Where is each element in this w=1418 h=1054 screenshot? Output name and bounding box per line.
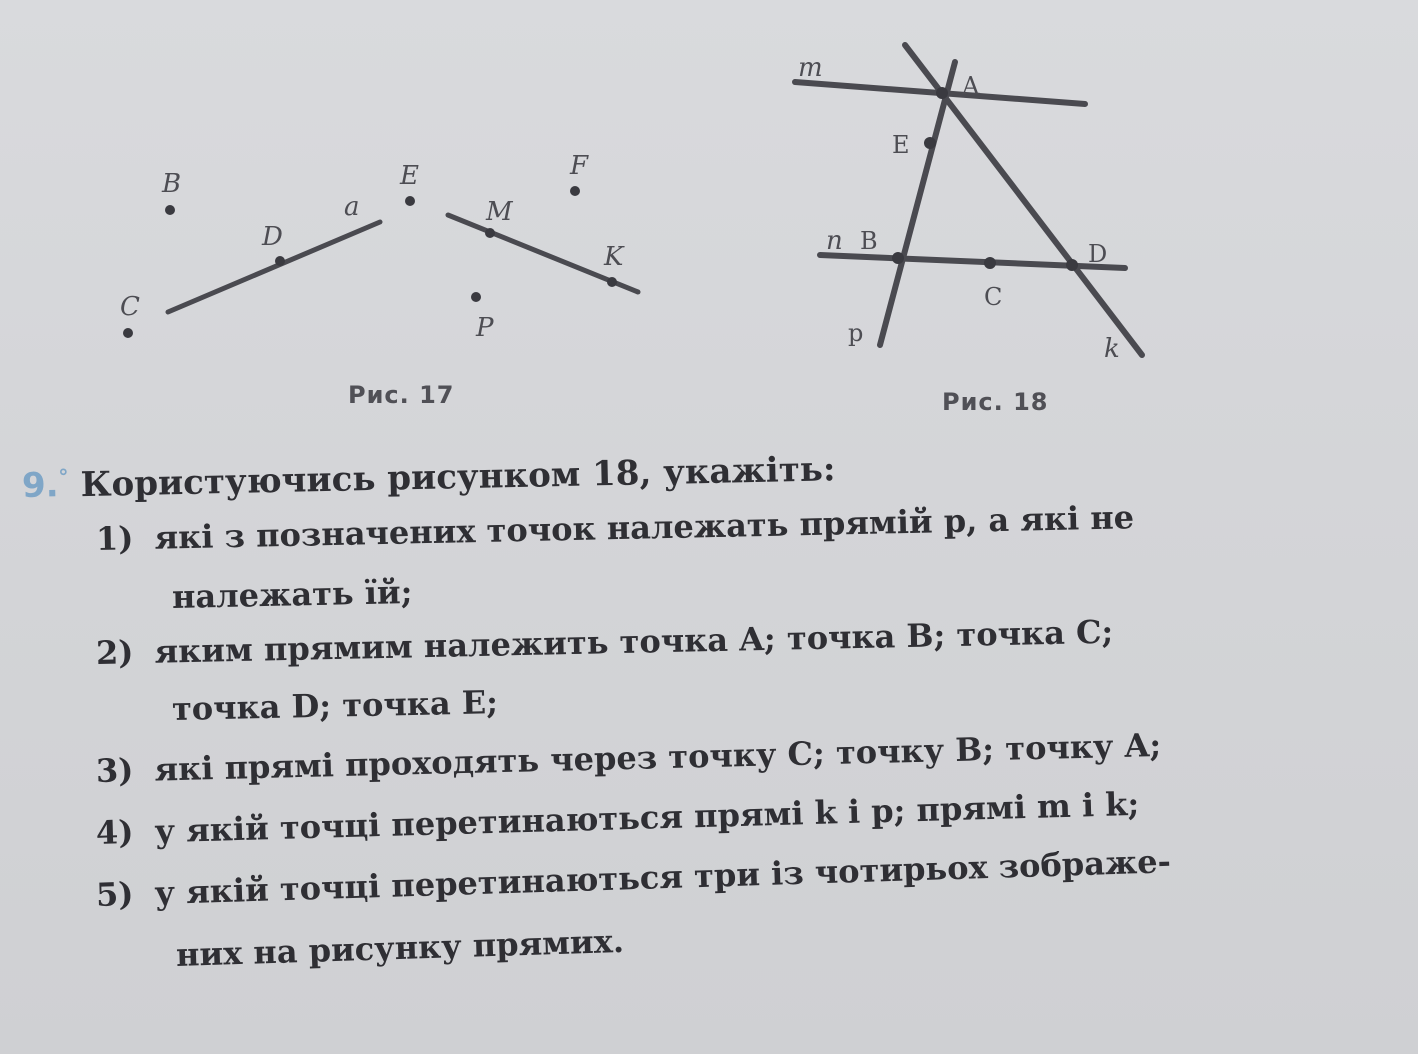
label-B: B <box>860 227 878 255</box>
item-text: які з позначених точок належать прямій p, а які не <box>154 498 1135 557</box>
label-A: A <box>962 72 980 100</box>
label-k: k <box>1104 334 1120 364</box>
exercise-heading <box>22 449 836 506</box>
item-2 <box>96 613 1114 672</box>
item-5-continuation <box>175 922 624 974</box>
label-n: n <box>826 226 843 256</box>
item-1-continuation <box>172 573 413 616</box>
label-P: P <box>476 313 494 343</box>
label-E: E <box>400 161 419 191</box>
item-1 <box>96 498 1135 558</box>
item-2-continuation <box>172 683 499 728</box>
item-3 <box>96 726 1162 790</box>
item-text: точка D; точка E; <box>171 683 499 728</box>
item-text: них на рисунку прямих. <box>175 921 625 974</box>
item-number: 3) <box>95 751 134 790</box>
label-a: a <box>344 192 360 222</box>
label-C: C <box>984 283 1003 311</box>
caption-fig17: Рис. 17 <box>348 381 455 409</box>
item-number: 4) <box>95 812 134 852</box>
item-text: які прямі проходять через точку C; точку B; точку A; <box>154 725 1162 789</box>
item-text: у якій точці перетинаються три із чотирьох зображе- <box>153 842 1172 913</box>
label-D: D <box>262 222 283 252</box>
item-text: у якій точці перетинаються прямі k і p; прямі m і k; <box>153 784 1140 851</box>
item-text: належать їй; <box>171 572 413 616</box>
item-4 <box>95 785 1139 852</box>
caption-fig18: Рис. 18 <box>942 388 1049 416</box>
label-B: B <box>162 169 182 199</box>
item-number: 2) <box>95 633 134 672</box>
exercise-number: 9.° <box>21 465 69 507</box>
label-D: D <box>1088 240 1108 268</box>
label-p: p <box>848 319 864 347</box>
item-text: яким прямим належить точка A; точка B; точка C; <box>154 612 1114 671</box>
label-K: K <box>604 242 624 272</box>
label-F: F <box>570 151 589 181</box>
item-number: 1) <box>95 519 134 558</box>
exercise-intro: Користуючись рисунком 18, укажіть: <box>80 449 836 506</box>
label-M: M <box>486 197 513 227</box>
label-C: C <box>120 292 140 322</box>
item-5 <box>95 842 1171 914</box>
label-E: E <box>892 131 910 159</box>
label-m: m <box>798 53 823 83</box>
item-number: 5) <box>95 874 134 914</box>
